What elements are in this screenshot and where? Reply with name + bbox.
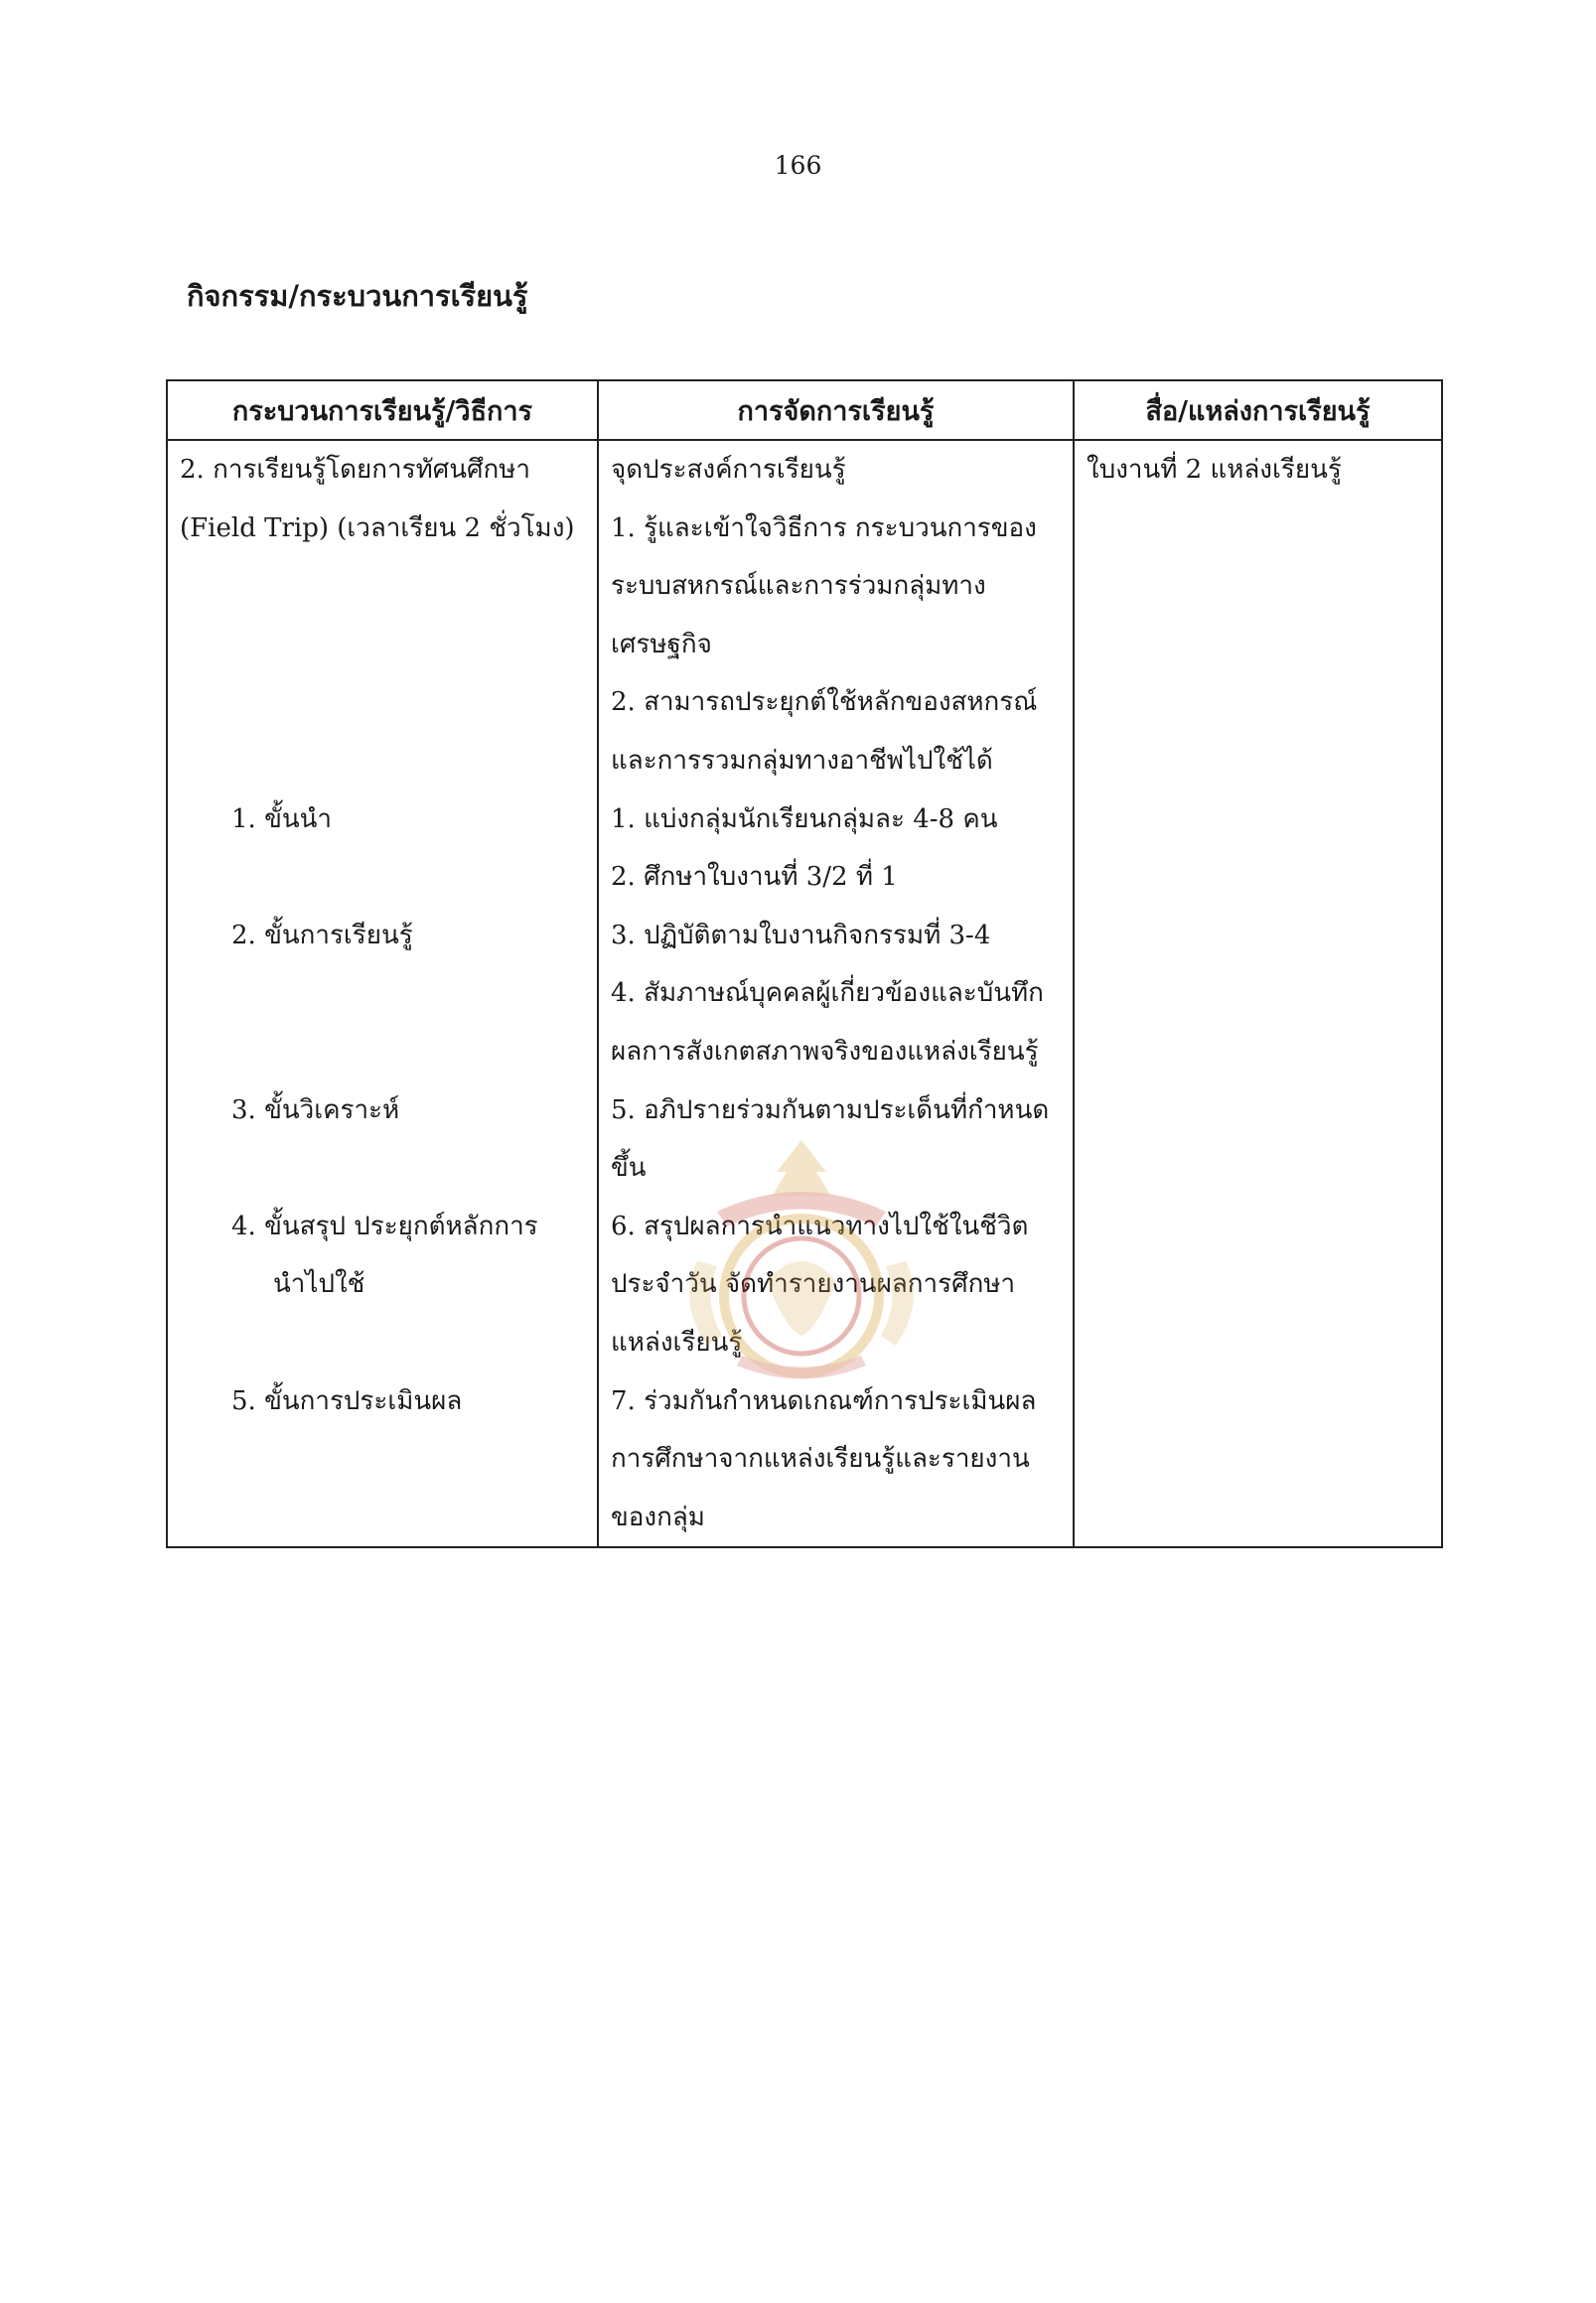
learning-management-lines [599,441,1073,1546]
learning-process-line [180,1023,585,1081]
learning-management-line: 1. รู้และเข้าใจวิธีการ กระบวนการของ [611,512,1037,543]
header-learning-process: กระบวนการเรียนรู้/วิธีการ [168,381,598,440]
learning-management-line: การศึกษาจากแหล่งเรียนรู้และรายงาน [611,1444,1030,1475]
learning-media-cell [1074,440,1441,1546]
learning-management-line: ขึ้น [611,1153,647,1184]
learning-management-line: 5. อภิปรายร่วมกันตามประเด็นที่กำหนด [611,1094,1050,1125]
learning-management-line: 4. สัมภาษณ์บุคคลผู้เกี่ยวข้องและบันทึก [611,978,1044,1009]
learning-management-line: 2. สามารถประยุกต์ใช้หลักของสหกรณ์ [611,687,1038,718]
learning-process-line: 1. ขั้นนำ [231,803,332,834]
learning-process-line [180,732,585,791]
learning-process-line [180,1489,585,1547]
learning-process-line [180,616,585,674]
learning-process-line [180,964,585,1023]
header-learning-media: สื่อ/แหล่งการเรียนรู้ [1074,381,1441,440]
learning-management-line: ประจำวัน จัดทำรายงานผลการศึกษา [611,1269,1016,1300]
learning-process-line: 2. ขั้นการเรียนรู้ [231,920,413,950]
learning-management-line: และการรวมกลุ่มทางอาชีพไปใช้ได้ [611,745,993,776]
learning-process-line [180,1314,585,1372]
learning-process-line: 2. การเรียนรู้โดยการทัศนศึกษา [180,455,530,485]
lesson-plan-table [166,379,1443,1548]
learning-management-line: 6. สรุปผลการนำแนวทางไปใช้ในชีวิต [611,1211,1029,1241]
header-learning-management: การจัดการเรียนรู้ [598,381,1074,440]
learning-media-line: ใบงานที่ 2 แหล่งเรียนรู้ [1087,455,1342,485]
learning-process-line [180,673,585,732]
learning-management-line: 7. ร่วมกันกำหนดเกณฑ์การประเมินผล [611,1385,1037,1416]
learning-process-line: 5. ขั้นการประเมินผล [231,1385,463,1416]
learning-process-line: (Field Trip) (เวลาเรียน 2 ชั่วโมง) [180,512,575,543]
learning-management-line: ผลการสังเกตสภาพจริงของแหล่งเรียนรู้ [611,1036,1039,1067]
learning-process-line: นำไปใช้ [273,1269,365,1300]
learning-management-line: 2. ศึกษาใบงานที่ 3/2 ที่ 1 [611,862,898,893]
section-heading: กิจกรรม/กระบวนการเรียนรู้ [187,279,528,313]
learning-management-line: จุดประสงค์การเรียนรู้ [611,455,846,485]
learning-process-line [180,848,585,907]
learning-media-lines [1075,441,1441,500]
learning-process-line [180,1139,585,1198]
learning-process-line: 3. ขั้นวิเคราะห์ [231,1094,400,1125]
table-row [168,440,1441,1546]
table-header-row [168,381,1441,440]
learning-process-line [180,557,585,616]
learning-management-line: ระบบสหกรณ์และการร่วมกลุ่มทาง [611,571,986,602]
learning-management-line: 1. แบ่งกลุ่มนักเรียนกลุ่มละ 4-8 คน [611,803,998,834]
learning-process-lines [168,441,597,1546]
learning-process-cell [168,440,598,1546]
learning-process-line: 4. ขั้นสรุป ประยุกต์หลักการ [231,1211,538,1241]
learning-process-line [180,1430,585,1489]
learning-management-line: แหล่งเรียนรู้ [611,1327,743,1358]
learning-management-cell [598,440,1074,1546]
learning-management-line: เศรษฐกิจ [611,629,712,659]
learning-management-line: 3. ปฏิบัติตามใบงานกิจกรรมที่ 3-4 [611,920,991,950]
learning-management-line: ของกลุ่ม [611,1502,705,1532]
page-number: 166 [774,151,822,180]
